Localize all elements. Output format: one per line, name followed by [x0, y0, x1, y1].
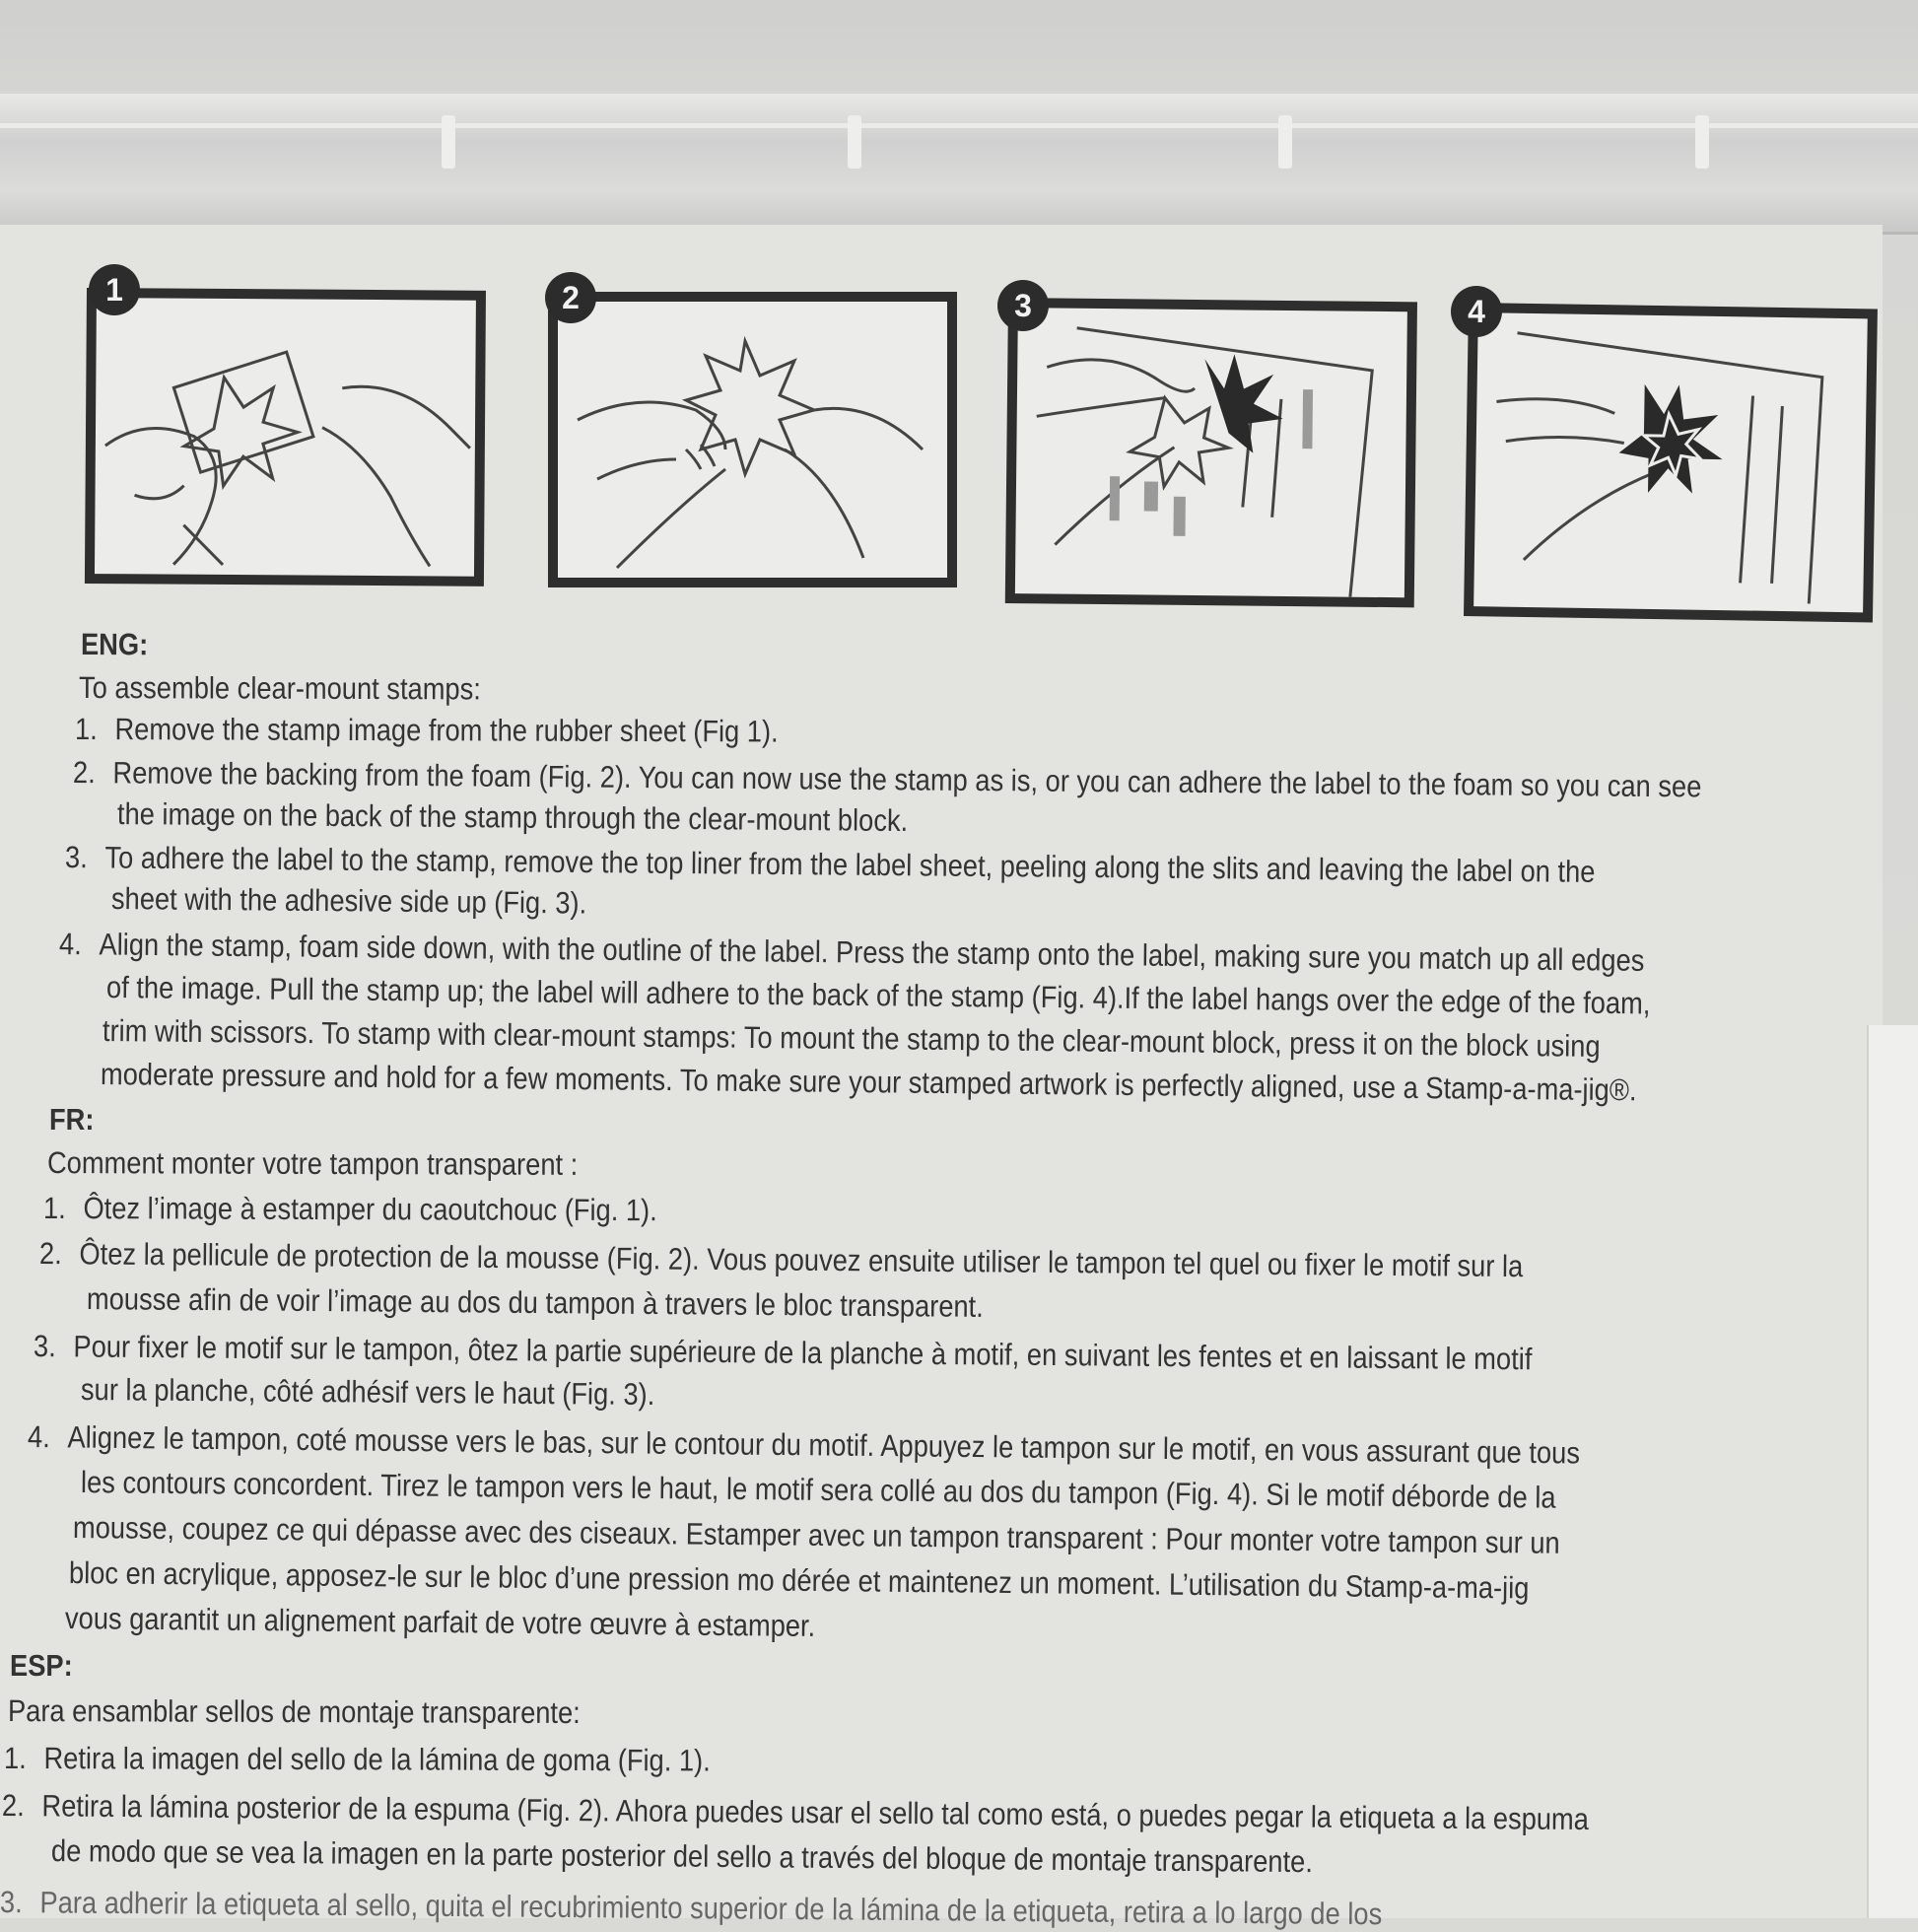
step-number: 2.	[72, 755, 96, 791]
step-number: 1.	[42, 1191, 66, 1226]
step-line	[75, 712, 779, 749]
step-line	[59, 927, 1645, 979]
section-heading-eng: ENG:	[80, 627, 149, 662]
figure-number-badge: 3	[997, 280, 1049, 331]
step-continuation: of the image. Pull the stamp up; the label will adhere to the back of the stamp (Fig. 4).If the label hangs over the edge of the foam,	[105, 970, 1651, 1021]
step-continuation: the image on the back of the stamp through the clear-mount block.	[116, 796, 909, 838]
section-intro: To assemble clear-mount stamps:	[78, 670, 481, 707]
step-number: 4.	[27, 1419, 50, 1455]
step-text: Retira la lámina posterior de la espuma (Fig. 2). Ahora puedes usar el sello tal como está, o puedes pegar la etiqueta a la espuma	[41, 1788, 1590, 1837]
step-line	[34, 1329, 1533, 1377]
step-text: Retira la imagen del sello de la lámina de goma (Fig. 1).	[43, 1741, 711, 1778]
step-continuation: mousse, coupez ce qui dépasse avec des ciseaux. Estamper avec un tampon transparent : Pour monter votre tampon sur un	[72, 1510, 1560, 1560]
step-text: Ôtez la pellicule de protection de la mousse (Fig. 2). Vous pouvez ensuite utiliser le tampon tel quel ou fixer le motif sur la	[79, 1236, 1524, 1284]
step-number: 1.	[74, 712, 98, 747]
step-text: Ôtez l’image à estamper du caoutchouc (Fig. 1).	[83, 1191, 657, 1228]
step-number: 4.	[58, 927, 82, 962]
step-line	[0, 1885, 1382, 1932]
step-number: 2.	[1, 1788, 25, 1824]
step-line	[28, 1419, 1580, 1471]
figure-number-badge: 2	[545, 272, 596, 323]
step-text: Alignez le tampon, coté mousse vers le bas, sur le contour du motif. Appuyez le tampon sur le motif, en vous assurant que tous	[67, 1419, 1581, 1471]
step-continuation: trim with scissors. To stamp with clear-mount stamps: To mount the stamp to the clear-mount block, press it on the block using	[102, 1013, 1601, 1064]
section-intro: Para ensamblar sellos de montaje transparente:	[7, 1693, 581, 1731]
step-line	[43, 1191, 657, 1228]
figure-number-badge: 4	[1451, 286, 1502, 337]
step-continuation: les contours concordent. Tirez le tampon vers le haut, le motif sera collé au dos du tampon (Fig. 4). Si le motif déborde de la	[80, 1465, 1556, 1515]
section-heading-fr: FR:	[49, 1102, 95, 1137]
step-continuation: sheet with the adhesive side up (Fig. 3).	[110, 881, 587, 921]
step-number: 2.	[38, 1236, 62, 1272]
step-continuation: mousse afin de voir l’image au dos du tampon à travers le bloc transparent.	[86, 1281, 984, 1324]
step-text: Remove the backing from the foam (Fig. 2). You can now use the stamp as is, or you can adhere the label to the foam so you can see	[112, 755, 1702, 804]
section-intro: Comment monter votre tampon transparent :	[46, 1145, 579, 1182]
step-continuation: vous garantit un alignement parfait de votre œuvre à estamper.	[64, 1601, 816, 1643]
figure-number-badge: 1	[89, 264, 140, 315]
step-text: Remove the stamp image from the rubber sheet (Fig 1).	[114, 712, 779, 749]
step-number: 1.	[3, 1741, 27, 1776]
step-continuation: moderate pressure and hold for a few moments. To make sure your stamped artwork is perfectly aligned, use a Stamp-a-ma-jig®.	[100, 1057, 1637, 1108]
step-number: 3.	[0, 1885, 23, 1920]
step-number: 3.	[33, 1329, 56, 1364]
step-text: Pour fixer le motif sur le tampon, ôtez la partie supérieure de la planche à motif, en suivant les fentes et en laissant le motif	[73, 1329, 1533, 1377]
step-continuation: sur la planche, côté adhésif vers le haut (Fig. 3).	[80, 1372, 655, 1413]
step-text: To adhere the label to the stamp, remove the top liner from the label sheet, peeling along the slits and leaving the label on the	[104, 840, 1596, 889]
step-text: Align the stamp, foam side down, with the outline of the label. Press the stamp onto the label, making sure you match up all edges	[99, 927, 1645, 978]
step-line	[4, 1741, 711, 1779]
step-line	[39, 1236, 1524, 1284]
section-heading-esp: ESP:	[10, 1648, 73, 1683]
step-line	[2, 1788, 1589, 1837]
step-continuation: bloc en acrylique, apposez-le sur le bloc d’une pression mo dérée et maintenez un moment. L’utilisation du Stamp-a-ma-jig	[68, 1555, 1530, 1606]
step-text: Para adherir la etiqueta al sello, quita el recubrimiento superior de la lámina de la etiqueta, retira a lo largo de los	[39, 1885, 1383, 1932]
step-number: 3.	[64, 840, 88, 875]
step-continuation: de modo que se vea la imagen en la parte posterior del sello a través del bloque de montaje transparente.	[50, 1833, 1314, 1880]
